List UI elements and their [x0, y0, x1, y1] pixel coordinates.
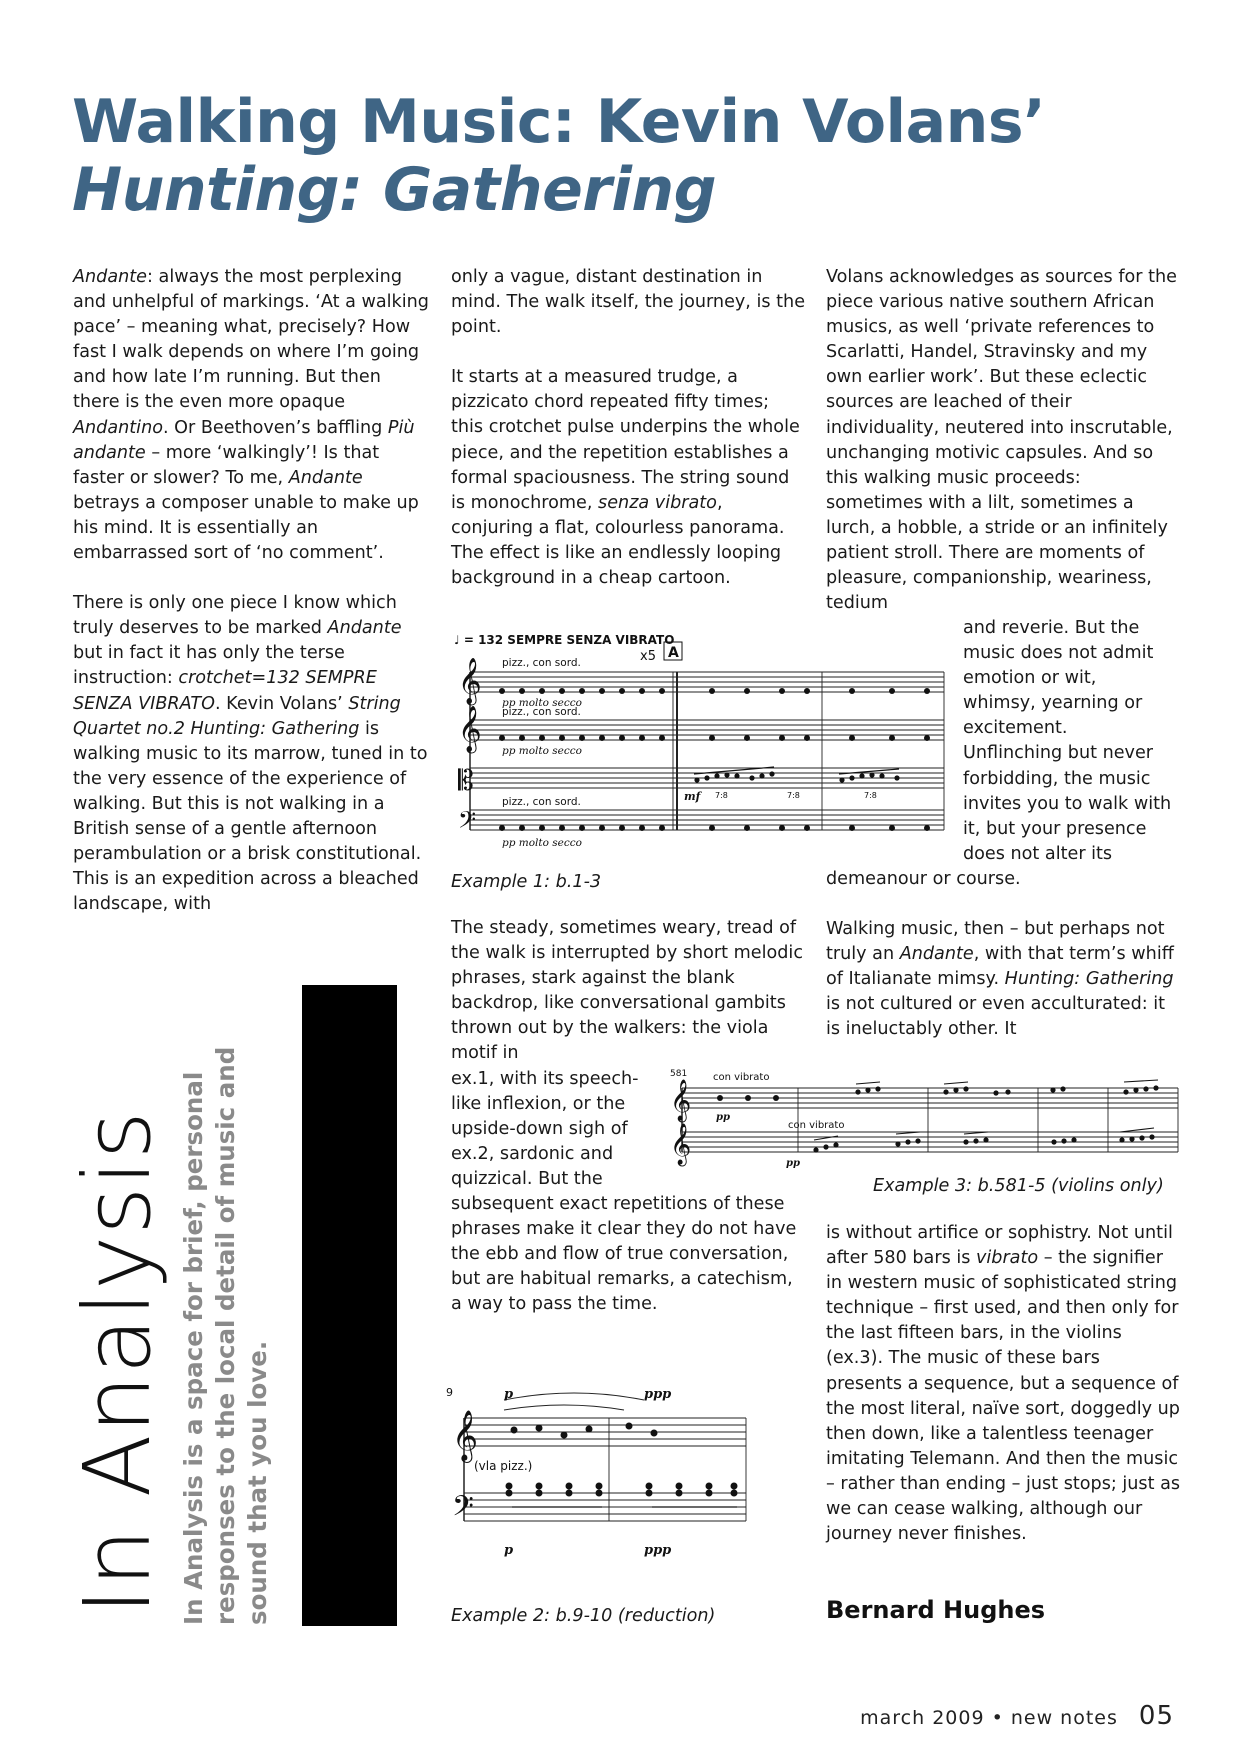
text-line: upside-down sigh of — [451, 1118, 628, 1139]
svg-text:A: A — [668, 645, 679, 661]
svg-text:ppp: ppp — [644, 1387, 672, 1402]
svg-text:mf: mf — [684, 790, 701, 803]
svg-text:p: p — [504, 1387, 514, 1402]
svg-text:pp: pp — [716, 1112, 730, 1123]
text-line: quizzical. But the — [451, 1168, 603, 1189]
title-line-2: Hunting: Gathering — [72, 155, 717, 225]
text-line: like inflexion, or the — [451, 1093, 626, 1114]
svg-text:9: 9 — [446, 1386, 453, 1399]
svg-text:pp molto secco: pp molto secco — [502, 837, 582, 849]
sidebar-description: In Analysis is a space for brief, personal responses to the local detail of music and sound that you love. — [179, 1046, 272, 1625]
treble-clef-icon: 𝄞 — [670, 1080, 692, 1121]
treble-clef-icon: 𝄞 — [452, 1410, 479, 1461]
column-3-wrap: and reverie. But the music does not admit emotion or wit, whimsy, yearning or excitement. Unflinching but never forbidding, the music invites you to walk with it, but your presence does not alter its — [963, 618, 1172, 864]
page-footer — [860, 1701, 1174, 1731]
paragraph: is without artifice or sophistry. Not until after 580 bars is vibrato – the signifier in western music of sophisticated string technique – first used, and then only for the last fifteen bars, in the violins (ex.3). The music of these bars presents a sequence, but a sequence of the most literal, naïve sort, doggedly up then down, like a talentless teenager imitating Telemann. And then the music – rather than ending – just stops; just as we can cease walking, although our journey never finishes. — [826, 1223, 1181, 1545]
page-number: 05 — [1138, 1701, 1174, 1731]
example-1-score — [452, 630, 952, 855]
svg-text:7:8: 7:8 — [715, 791, 728, 800]
paragraph: only a vague, distant destination in mind. The walk itself, the journey, is the point. — [451, 267, 806, 338]
svg-text:(vla pizz.): (vla pizz.) — [474, 1459, 533, 1473]
column-3-bottom — [826, 1221, 1181, 1547]
author-name: Bernard Hughes — [826, 1596, 1046, 1624]
svg-text:pp: pp — [786, 1158, 800, 1169]
example-3-caption: Example 3: b.581-5 (violins only) — [873, 1176, 1164, 1196]
svg-text:x5: x5 — [640, 649, 656, 664]
column-2-top — [451, 265, 806, 616]
treble-clef-icon: 𝄞 — [458, 706, 482, 752]
example-3-score — [668, 1062, 1180, 1174]
alto-clef-icon: 𝄡 — [458, 764, 474, 797]
svg-text:♩ = 132 SEMPRE SENZA VIBRATO: ♩ = 132 SEMPRE SENZA VIBRATO — [454, 633, 675, 647]
svg-text:pizz., con sord.: pizz., con sord. — [502, 796, 581, 808]
paragraph: Andante: always the most perplexing and unhelpful of markings. ‘At a walking pace’ – meaning what, precisely? How fast I walk depends on where I’m going and how late I’m running. But then there is the even more opaque Andantino. Or Beethoven’s baffling Più andante – more ‘walkingly’! Is that faster or slower? To me, Andante betrays a composer unable to make up his mind. It is essentially an embarrassed sort of ‘no comment’. — [73, 267, 429, 564]
title-line-1: Walking Music: Kevin Volans’ — [72, 87, 1046, 157]
example-2-score — [444, 1378, 752, 1564]
treble-clef-icon: 𝄞 — [670, 1124, 692, 1165]
bass-clef-icon: 𝄢 — [458, 806, 477, 839]
svg-text:p: p — [504, 1543, 514, 1558]
svg-text:pizz., con sord.: pizz., con sord. — [502, 657, 581, 669]
treble-clef-icon: 𝄞 — [458, 658, 482, 704]
text-line: ex.2, sardonic and — [451, 1143, 614, 1164]
svg-text:pizz., con sord.: pizz., con sord. — [502, 706, 581, 718]
sidebar-title: In Analysis — [64, 1110, 171, 1615]
column-3-top — [826, 265, 1181, 616]
paragraph: There is only one piece I know which truly deserves to be marked Andante but in fact it has only the terse instruction: crotchet=132 SEMPRE SENZA VIBRATO. Kevin Volans’ String Quartet no.2 Hunting: Gathering is walking music to its marrow, tuned in to the very essence of the experience of walking. But this is not walking in a British sense of a gentle afternoon perambulation or a brisk constitutional. This is an expedition across a bleached landscape, with — [73, 593, 428, 915]
svg-text:581: 581 — [670, 1069, 688, 1079]
svg-text:pp molto secco: pp molto secco — [502, 745, 582, 757]
svg-text:ppp: ppp — [644, 1543, 672, 1558]
paragraph: Volans acknowledges as sources for the piece various native southern African musics, as well ‘private references to Scarlatti, Handel, Stravinsky and my own earlier work’. But these eclectic sources are leached of their individuality, neutered into inscrutable, unchanging motivic capsules. And so this walking music proceeds: sometimes with a lilt, sometimes a lurch, a hobble, a stride or an infinitely patient stroll. There are moments of pleasure, companionship, weariness, tedium — [826, 267, 1177, 614]
text-line: ex.1, with its speech- — [451, 1068, 639, 1089]
example-2-caption: Example 2: b.9-10 (reduction) — [451, 1606, 716, 1626]
example-1-caption: Example 1: b.1-3 — [451, 872, 602, 892]
paragraph: Walking music, then – but perhaps not truly an Andante, with that term’s whiff of Italianate mimsy. Hunting: Gathering is not cultured or even acculturated: it is ineluctably other. It — [826, 919, 1174, 1040]
column-1 — [73, 265, 433, 942]
column-3-mid: demeanour or course. Walking music, then – but perhaps not truly an Andante, with that term’s whiff of Italianate mimsy. Hunting: Gathering is not cultured or even acculturated: it is ineluctably other. It — [826, 867, 1181, 1043]
article-title — [72, 88, 1172, 224]
svg-text:7:8: 7:8 — [864, 791, 877, 800]
svg-text:con vibrato: con vibrato — [713, 1072, 770, 1083]
bass-clef-icon: 𝄢 — [452, 1490, 474, 1530]
svg-text:pp molto secco: pp molto secco — [502, 697, 582, 709]
paragraph: It starts at a measured trudge, a pizzicato chord repeated fifty times; this crotchet pulse underpins the whole piece, and the repetition establishes a formal spaciousness. The string sound is monochrome, senza vibrato, conjuring a flat, colourless panorama. The effect is like an endlessly looping background in a cheap cartoon. — [451, 367, 800, 589]
svg-text:con vibrato: con vibrato — [788, 1120, 845, 1131]
paragraph: subsequent exact repetitions of these phrases make it clear they do not have the ebb and flow of true conversation, but are habitual remarks, a catechism, a way to pass the time. — [451, 1194, 797, 1315]
paragraph: The steady, sometimes weary, tread of the walk is interrupted by short melodic phrases, stark against the blank backdrop, like conversational gambits thrown out by the walkers: the viola motif in — [451, 918, 803, 1064]
svg-text:7:8: 7:8 — [787, 791, 800, 800]
decorative-bar — [302, 985, 397, 1626]
footer-issue: march 2009 • new notes — [860, 1707, 1118, 1729]
